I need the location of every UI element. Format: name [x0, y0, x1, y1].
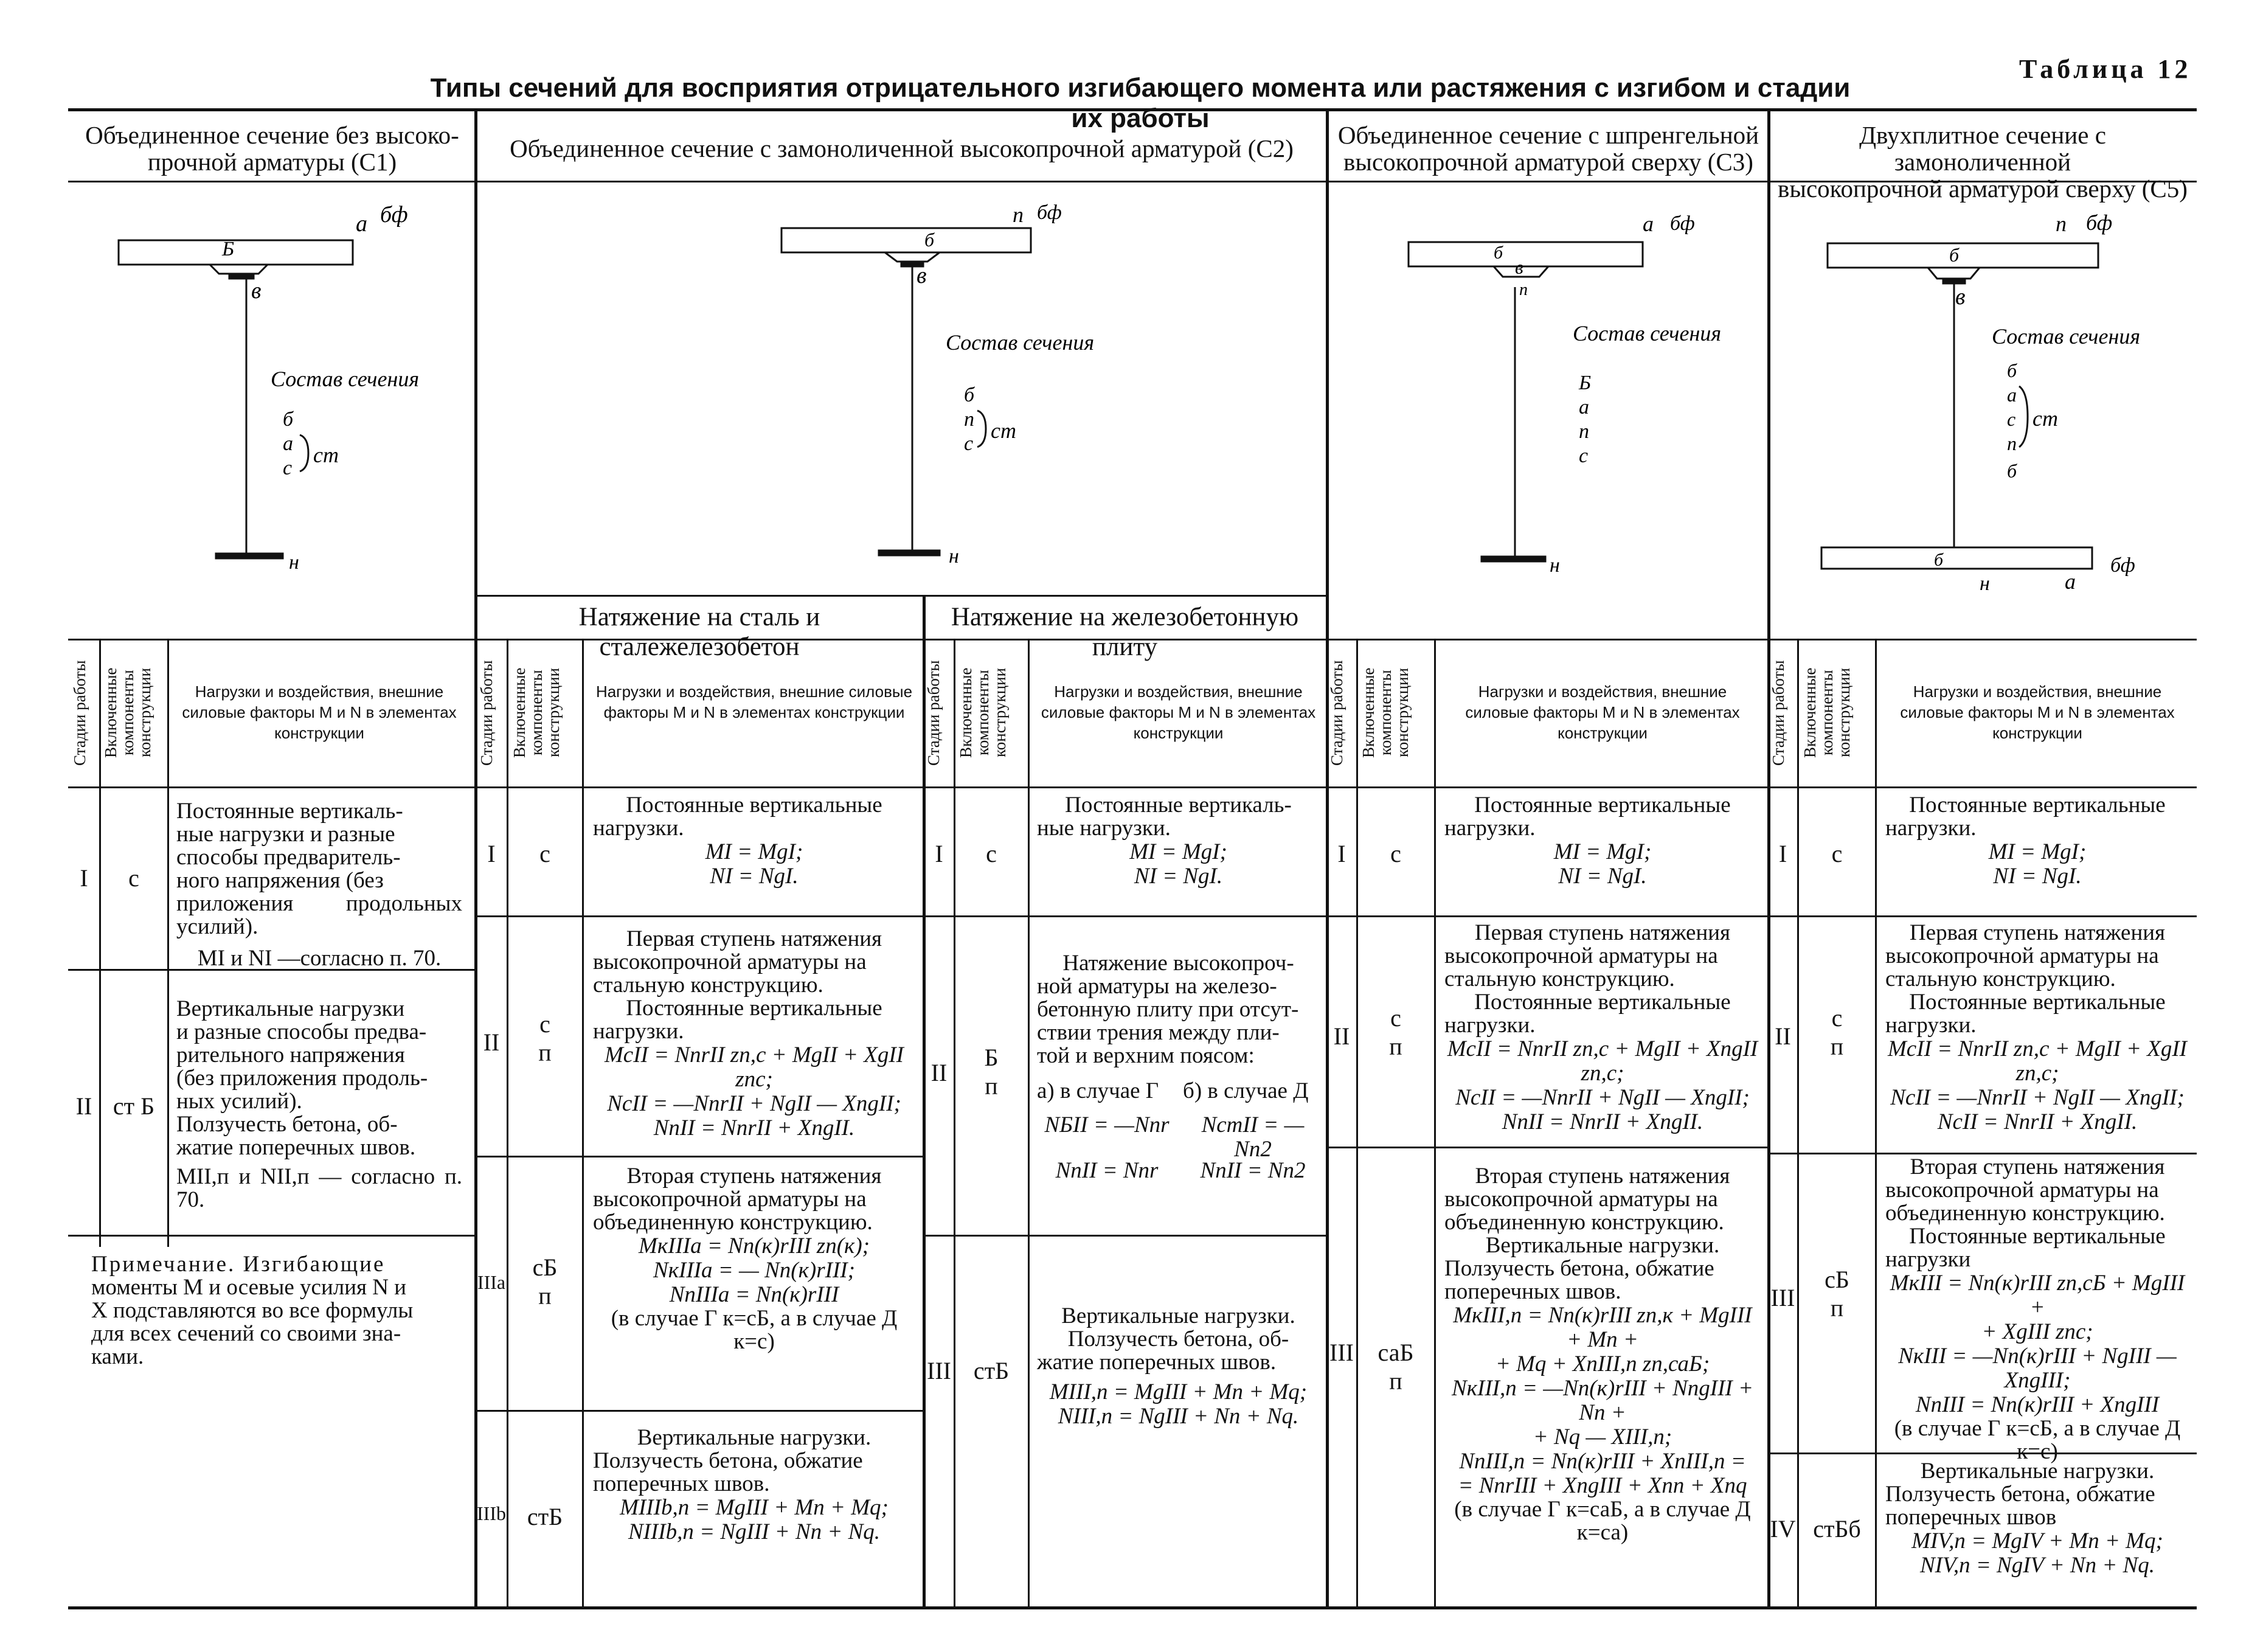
formula: NБII = —Nпr: [1044, 1112, 1170, 1137]
svg-text:а: а: [2065, 569, 2076, 594]
label-b: Б: [222, 238, 235, 260]
legend-comp-c3: Включенные компоненты конструкции: [1359, 667, 1412, 758]
svg-text:п: п: [1579, 420, 1589, 443]
components: с: [1831, 840, 1843, 867]
components: Б п: [984, 1044, 999, 1100]
svg-text:п: п: [964, 408, 974, 431]
case-g: а) в случае Г: [1037, 1078, 1159, 1103]
components: с п: [1389, 1004, 1402, 1060]
formula: NпII = Nп2: [1200, 1158, 1306, 1183]
load-description: Постоянные вертикальные нагрузки. MI = MgI; NI = NgI.: [1444, 793, 1731, 889]
legend-loads-c5: Нагрузки и воздействия, внешние силовые факторы M и N в элементах конструкции: [1900, 682, 2175, 742]
components: с п: [538, 1010, 552, 1066]
components: стБ: [527, 1503, 563, 1530]
svg-text:а: а: [1643, 212, 1654, 236]
load-description: Постоянные вертикальные нагрузки. MI = MgI; NI = NgI.: [1885, 793, 2166, 889]
load-description: Вертикальные нагрузки и разные способы предва- рительного напряжения (без приложения продоль- ных усилий). Ползучесть бетона, об- жатие поперечных швов. MII,п и NII,п — согласно п. 70.: [176, 996, 462, 1212]
svg-text:б: б: [1494, 243, 1503, 263]
load-description: Постоянные вертикальные нагрузки. MI = MgI; NI = NgI.: [593, 793, 882, 889]
label-bf: бф: [380, 202, 408, 227]
svg-text:п: п: [2056, 212, 2067, 236]
section-diagram-c2: [477, 182, 1326, 593]
stage: I: [487, 840, 496, 867]
svg-text:н: н: [1980, 572, 1990, 595]
composition-label: Состав сечения: [271, 367, 420, 391]
legend-loads-c1: Нагрузки и воздействия, внешние силовые факторы M и N в элементах конструкции: [182, 682, 457, 742]
components: ст Б: [113, 1092, 155, 1120]
section-diagram-c1: [70, 182, 474, 636]
svg-text:б: б: [2007, 359, 2017, 381]
components: сБ п: [532, 1254, 558, 1310]
legend-stage-c1: Стадии работы: [71, 660, 89, 766]
svg-text:Состав сечения: Состав сечения: [1573, 321, 1722, 345]
load-description: Постоянные вертикаль- ные нагрузки и разные способы предваритель- ного напряжения (без приложения продольных усилий). MI и NI —согласно п. 70.: [176, 799, 462, 971]
stage: I: [80, 864, 88, 892]
subhead-steel: Натяжение на сталь и сталежелезобетон: [578, 603, 820, 661]
formula: NпII = Nпr: [1055, 1158, 1159, 1183]
load-description: Первая ступень натяжения высокопрочной арматуры на стальную конструкцию. Постоянные вертикальные нагрузки. MсII = NпrII zп,с + MgII + XgII zпс; NсII = —NпrII + NgII — XпgII; NпII = NпrII + XпgII.: [593, 926, 904, 1140]
label-st: ст: [313, 443, 339, 467]
note: Примечание. Изгибающие моменты M и осевые усилия N и X подставляются во все формулы для всех сечений со своими зна- ками.: [91, 1252, 414, 1369]
table-title: Типы сечений для восприятия отрицательного изгибающего момента или растяжения с изгибом и стадии их работы: [430, 73, 1851, 133]
load-description: Постоянные вертикаль- ные нагрузки. MI = MgI; NI = NgI.: [1037, 793, 1292, 889]
stage: II: [1333, 1022, 1350, 1050]
stage: III: [1770, 1284, 1795, 1311]
stage: I: [1337, 840, 1346, 867]
svg-text:б: б: [924, 229, 935, 251]
components: стБб: [1813, 1515, 1861, 1543]
stage: II: [1775, 1022, 1791, 1050]
svg-text:в: в: [1955, 284, 1966, 310]
stage: II: [930, 1059, 948, 1086]
svg-text:п: п: [1013, 203, 1024, 227]
list-item: а: [283, 432, 293, 455]
load-description: Вторая ступень натяжения высокопрочной арматуры на объединенную конструкцию. Постоянные вертикальные нагрузки MкIII = Nп(к)rIII zп,сБ + MgIII + + XgIII zпс; NкIII = —Nп(к)rIII + NgIII — XпgIII; NпIII = Nп(к)rIII + XпgIII (в случае Г к=сБ, а в случае Д к=с): [1885, 1154, 2185, 1464]
case-d: б) в случае Д: [1183, 1078, 1309, 1103]
stage: II: [75, 1092, 92, 1120]
legend-stage-c2a: Стадии работы: [477, 660, 496, 766]
stage: IIIа: [477, 1271, 506, 1293]
legend-loads-c2b: Нагрузки и воздействия, внешние силовые факторы M и N в элементах конструкции: [1041, 682, 1316, 742]
components: с: [1390, 840, 1401, 867]
load-description: Первая ступень натяжения высокопрочной арматуры на стальную конструкцию. Постоянные вертикальные нагрузки. MсII = NпrII zп,с + MgII + XпgII zп,с; NсII = —NпrII + NgII — XпgII; NпII = NпrII + XпgII.: [1444, 920, 1758, 1134]
svg-text:в: в: [1515, 256, 1523, 278]
svg-text:б: б: [1934, 550, 1944, 570]
table-label: Таблица 12: [2019, 54, 2192, 84]
svg-text:Состав сечения: Состав сечения: [1992, 324, 2141, 349]
components: с: [986, 840, 997, 867]
column-header-c5: Двухплитное сечение с замоноличенной высокопрочной арматурой сверху (С5): [1778, 121, 2188, 203]
stage: III: [927, 1357, 951, 1384]
load-description: Вторая ступень натяжения высокопрочной арматуры на объединенную конструкцию. Вертикальные нагрузки. Ползучесть бетона, обжатие поперечных швов. MкIII,п = Nп(к)rIII zп,к + MgIII + Mп + + Mq + XпIII,п zп,саБ; NкIII,п = —Nп(к)rIII + NпgIII + Nп + + Nq — XIII,п; NпIII,п = Nп(к)rIII + XпIII,п = = NпrIII + XпgIII + Xпп + Xпq (в случае Г к=саБ, а в случае Д к=са): [1444, 1164, 1753, 1545]
load-description: Вертикальные нагрузки. Ползучесть бетона, об- жатие поперечных швов. MIII,п = MgIII + Mп + Mq; NIII,п = NgIII + Nп + Nq.: [1037, 1303, 1308, 1429]
section-diagram-c3: [1329, 182, 1767, 636]
svg-text:ст: ст: [991, 418, 1016, 443]
svg-text:с: с: [1579, 445, 1589, 467]
svg-text:п: п: [1519, 280, 1528, 299]
stage: IIIb: [477, 1502, 506, 1524]
load-description: Вертикальные нагрузки. Ползучесть бетона, обжатие поперечных швов MIV,п = MgIV + Mп + Mq; NIV,п = NgIV + Nп + Nq.: [1885, 1459, 2163, 1578]
column-header-c2: Объединенное сечение с замоноличенной высокопрочной арматурой (С2): [510, 134, 1294, 162]
legend-loads-c2a: Нагрузки и воздействия, внешние силовые факторы M и N в элементах конструкции: [595, 682, 913, 721]
svg-text:п: п: [2007, 432, 2017, 454]
load-description: Первая ступень натяжения высокопрочной арматуры на стальную конструкцию. Постоянные вертикальные нагрузки. MсII = NпrII zп,с + MgII + XgII zп,с; NсII = —NпrII + NgII — XпgII; NсII = NпrII + XпgII.: [1885, 920, 2188, 1134]
components: с: [539, 840, 550, 867]
column-header-c1: Объединенное сечение без высоко- прочной арматуры (С1): [85, 121, 459, 176]
svg-text:Б: Б: [1579, 372, 1592, 394]
svg-text:н: н: [949, 545, 959, 567]
subhead-concrete: Натяжение на железобетонную плиту: [951, 603, 1299, 661]
components: сБ п: [1825, 1266, 1849, 1322]
load-description: Вертикальные нагрузки. Ползучесть бетона, обжатие поперечных швов. MIIIb,п = MgIII + Mп + Mq; NIIIb,п = NgIII + Nп + Nq.: [593, 1425, 889, 1544]
svg-text:Состав сечения: Состав сечения: [946, 330, 1095, 355]
list-item: с: [283, 457, 293, 479]
svg-text:с: с: [964, 432, 974, 455]
label-v: в: [251, 278, 262, 304]
legend-comp-c1: Включенные компоненты конструкции: [102, 667, 154, 758]
svg-text:б: б: [2007, 460, 2017, 482]
stage: I: [1778, 840, 1787, 867]
svg-text:в: в: [917, 263, 927, 288]
svg-text:бф: бф: [1670, 212, 1695, 235]
svg-text:бф: бф: [2086, 210, 2113, 235]
legend-loads-c3: Нагрузки и воздействия, внешние силовые факторы M и N в элементах конструкции: [1465, 682, 1740, 742]
stage: I: [935, 840, 943, 867]
legend-comp-c2a: Включенные компоненты конструкции: [510, 667, 563, 758]
svg-text:б: б: [964, 384, 975, 406]
stage: III: [1329, 1339, 1354, 1366]
column-header-c3: Объединенное сечение с шпренгельной высокопрочной арматурой сверху (С3): [1337, 121, 1759, 176]
stage: II: [483, 1029, 500, 1056]
components: саБ п: [1378, 1339, 1414, 1395]
components: с: [128, 864, 139, 892]
svg-text:а: а: [2007, 384, 2017, 406]
svg-text:бф: бф: [2110, 554, 2135, 577]
svg-text:бф: бф: [1037, 201, 1062, 224]
list-item: б: [283, 408, 294, 431]
load-description: Вторая ступень натяжения высокопрочной арматуры на объединенную конструкцию. MкIIIа = Nп(к)rIII zп(к); NкIIIа = — Nп(к)rIII; NпIIIа = Nп(к)rIII (в случае Г к=сБ, а в случае Д к=с): [593, 1164, 898, 1354]
legend-comp-c2b: Включенные компоненты конструкции: [957, 667, 1009, 758]
legend-comp-c5: Включенные компоненты конструкции: [1801, 667, 1853, 758]
svg-text:с: с: [2007, 408, 2016, 430]
load-description: Натяжение высокопроч- ной арматуры на железо- бетонную плиту при отсут- ствии трения между пли- той и верхним поясом:: [1037, 951, 1299, 1068]
svg-text:ст: ст: [2033, 406, 2058, 431]
svg-text:н: н: [1550, 554, 1560, 577]
components: стБ: [973, 1357, 1010, 1384]
legend-stage-c2b: Стадии работы: [924, 660, 943, 766]
svg-text:б: б: [1949, 244, 1960, 266]
label-n: н: [289, 551, 299, 574]
label-a: а: [356, 211, 367, 237]
legend-stage-c3: Стадии работы: [1328, 660, 1346, 766]
svg-text:а: а: [1579, 396, 1589, 418]
components: с п: [1830, 1004, 1844, 1060]
legend-stage-c5: Стадии работы: [1769, 660, 1787, 766]
formula: NстII = —Nп2: [1201, 1112, 1305, 1162]
section-diagram-c5: [1770, 182, 2195, 636]
stage: IV: [1770, 1515, 1796, 1543]
